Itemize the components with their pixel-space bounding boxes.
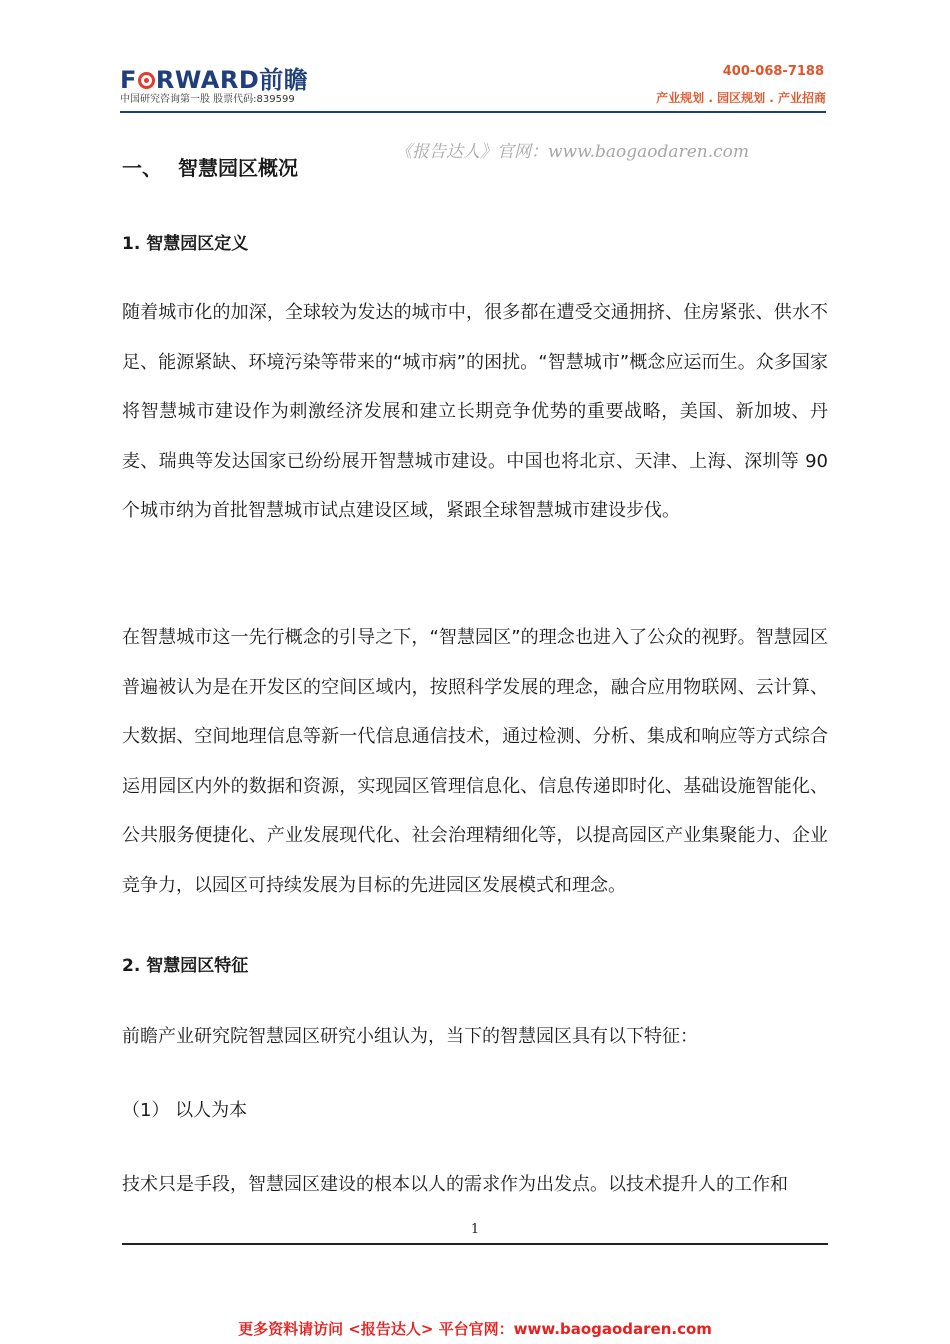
page-number: 1 [470, 1222, 480, 1237]
brand-o-mark-icon [138, 72, 155, 89]
paragraph-smart-city: 随着城市化的加深，全球较为发达的城市中，很多都在遭受交通拥挤、住房紧张、供水不足、能源紧缺、环境污染等带来的“城市病”的困扰。“智慧城市”概念应运而生。众多国家将智慧城市建设作为刺激经济发展和建立长期竞争优势的重要战略，美国、新加坡、丹麦、瑞典等发达国家已纷纷展开智慧城市建设。中国也将北京、天津、上海、深圳等 90 个城市纳为首批智慧城市试点建设区域，紧跟全球智慧城市建设步伐。 [122, 302, 828, 521]
header-divider [120, 111, 826, 113]
brand-subtitle: 中国研究咨询第一股 股票代码:839599 [120, 94, 295, 105]
section-title: 智慧园区概况 [178, 156, 298, 180]
contact-phone: 400-068-7188 [722, 64, 824, 79]
footer-site-link[interactable]: 更多资料请访问 <报告达人> 平台官网：www.baogaodaren.com [238, 1320, 712, 1338]
watermark-text: 《报告达人》官网：www.baogaodaren.com [395, 142, 749, 162]
feature-item-title: （1） 以人为本 [122, 1100, 248, 1121]
brand-logo-rest: RWARD前瞻 [155, 66, 309, 94]
subheading-features: 2. 智慧园区特征 [122, 956, 249, 976]
paragraph-smart-park: 在智慧城市这一先行概念的引导之下，“智慧园区”的理念也进入了公众的视野。智慧园区普遍被认为是在开发区的空间区域内，按照科学发展的理念，融合应用物联网、云计算、大数据、空间地理信息等新一代信息通信技术，通过检测、分析、集成和响应等方式综合运用园区内外的数据和资源，实现园区管理信息化、信息传递即时化、基础设施智能化、公共服务便捷化、产业发展现代化、社会治理精细化等，以提高园区产业集聚能力、企业竞争力，以园区可持续发展为目标的先进园区发展模式和理念。 [122, 627, 828, 896]
paragraph-features-intro: 前瞻产业研究院智慧园区研究小组认为，当下的智慧园区具有以下特征： [122, 1026, 698, 1047]
footer-divider [122, 1243, 828, 1245]
section-number: 一、 [122, 156, 162, 180]
services-tagline: 产业规划 . 园区规划 . 产业招商 [656, 91, 826, 105]
subheading-definition: 1. 智慧园区定义 [122, 234, 249, 254]
section-heading [122, 152, 298, 181]
feature-item-text: 技术只是手段，智慧园区建设的根本以人的需求作为出发点。以技术提升人的工作和 [122, 1174, 788, 1195]
brand-logo-f: F [120, 66, 137, 94]
